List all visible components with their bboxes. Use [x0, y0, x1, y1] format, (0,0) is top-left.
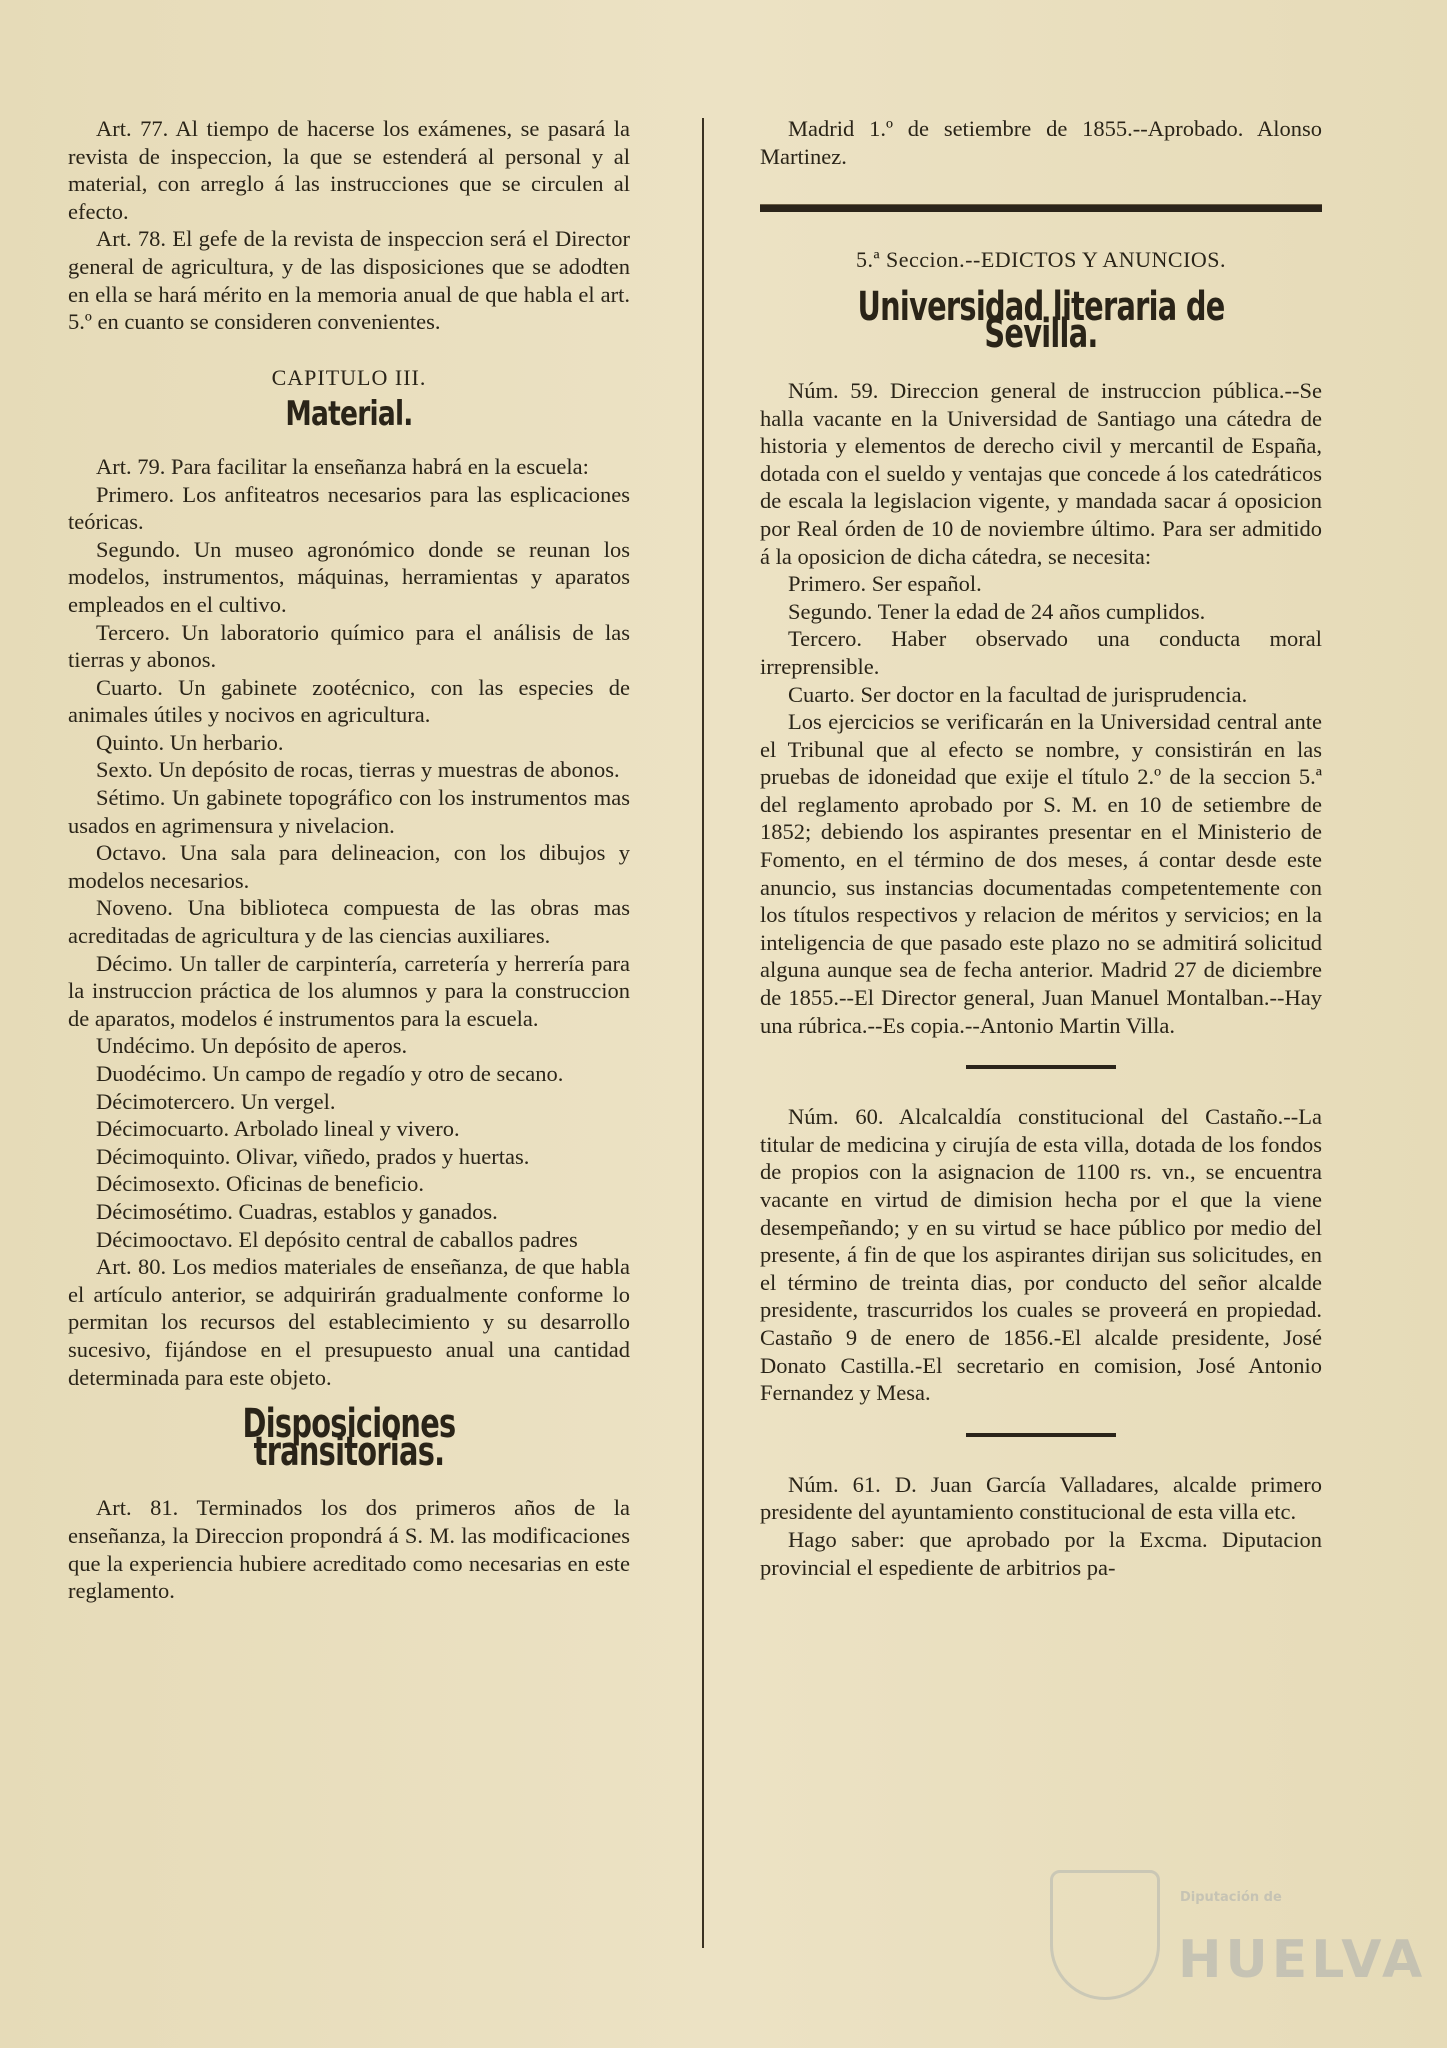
heading-transitorias: Disposiciones transitorias. [242, 1401, 456, 1475]
heading-material: Material. [285, 394, 413, 435]
article-79-items [68, 481, 630, 1254]
notice-59-intro: Núm. 59. Direccion general de instruccion pública.--Se halla vacante en la Universidad de Santiago una cátedra de historia y elementos de derecho civil y mercantil de España, dotada con el sueldo y ventajas que concede á los catedráticos de escala la legislacion vigente, y mandada sacar á oposicion por Real órden de 10 de noviembre último. Para ser admitido á la oposicion de dicha cátedra, se necesita: [760, 377, 1322, 569]
watermark-seal [1050, 1860, 1427, 2010]
article-81: Art. 81. Terminados los dos primeros años de la enseñanza, la Direccion propondrá á S. M. las modificaciones que la experiencia hubiere acreditado como necesarias en este reglamento. [68, 1495, 630, 1604]
list-item: Octavo. Una sala para delineacion, con los dibujos y modelos necesarios. [68, 840, 630, 893]
notice-59-body: Los ejercicios se verificarán en la Universidad central ante el Tribunal que al efecto se nombre, y consistirán en las pruebas de idoneidad que exije el título 2.º de la seccion 5.ª del reglamento aprobado por S. M. en 10 de setiembre de 1852; debiendo los aspirantes presentar en el Ministerio de Fomento, en el término de dos meses, á contar desde este anuncio, sus instancias documentadas competentemente con los títulos respectivos y relacion de méritos y servicios; en la inteligencia de que pasado este plazo no se admitirá solicitud alguna aunque sea de fecha anterior. Madrid 27 de diciembre de 1855.--El Director general, Juan Manuel Montalban.--Hay una rúbrica.--Es copia.--Antonio Martin Villa. [760, 709, 1322, 1038]
notice-60: Núm. 60. Alcalcaldía constitucional del Castaño.--La titular de medicina y cirujía de esta villa, dotada de los fondos de propios con la asignacion de 1100 rs. vn., se encuentra vacante en virtud de dimision hecha por el que la viene desempeñando; y en su virtud se hace público por medio del presente, á fin de que los aspirantes dirijan sus solicitudes, en el término de treinta dias, por conducto del señor alcalde presidente, trascurridos los cuales se proveerá en propiedad. Castaño 9 de enero de 1856.-El alcalde presidente, José Donato Castilla.-El secretario en comision, José Antonio Fernandez y Mesa. [760, 1104, 1322, 1406]
list-item: Cuarto. Ser doctor en la facultad de jurisprudencia. [788, 681, 1248, 707]
list-item: Segundo. Tener la edad de 24 años cumplidos. [788, 598, 1206, 624]
notice-61-body: Hago saber: que aprobado por la Excma. Diputacion provincial el espediente de arbitrios pa- [760, 1526, 1322, 1580]
madrid-approval: Madrid 1.º de setiembre de 1855.--Aprobado. Alonso Martinez. [760, 116, 1322, 169]
column-divider [702, 118, 704, 1948]
list-item: Sexto. Un depósito de rocas, tierras y muestras de abonos. [96, 757, 620, 783]
list-item: Noveno. Una biblioteca compuesta de las obras mas acreditadas de agricultura y de las ciencias auxiliares. [68, 895, 630, 949]
article-77: Art. 77. Al tiempo de hacerse los exámenes, se pasará la revista de inspeccion, la que se estenderá al personal y al material, con arreglo á las instrucciones que se circulen al efecto. [68, 116, 630, 224]
article-80: Art. 80. Los medios materiales de enseñanza, de que habla el artículo anterior, se adquirirán gradualmente conforme lo permitan los recursos del establecimiento y su desarrollo sucesivo, fijándose en el presupuesto anual una cantidad determinada para este objeto. [68, 1254, 630, 1390]
list-item: Décimooctavo. El depósito central de caballos padres [96, 1226, 578, 1252]
list-item: Tercero. Haber observado una conducta moral irreprensible. [760, 626, 1322, 679]
list-item: Primero. Ser español. [788, 571, 982, 597]
left-column [68, 115, 630, 1605]
list-item: Décimocuarto. Arbolado lineal y vivero. [96, 1116, 460, 1142]
list-item: Décimosétimo. Cuadras, establos y ganados. [96, 1198, 498, 1224]
list-item: Tercero. Un laboratorio químico para el análisis de las tierras y abonos. [68, 619, 630, 673]
list-item: Quinto. Un herbario. [96, 729, 284, 755]
list-item: Décimotercero. Un vergel. [96, 1088, 336, 1114]
section-rule [760, 204, 1322, 212]
list-item: Décimoquinto. Olivar, viñedo, prados y huertas. [96, 1143, 530, 1169]
list-item: Décimosexto. Oficinas de beneficio. [96, 1171, 425, 1197]
separator-rule [966, 1433, 1116, 1437]
seal-caption: Diputación de [1180, 1890, 1282, 1905]
section-title: 5.ª Seccion.--EDICTOS Y ANUNCIOS. [855, 247, 1227, 273]
article-78: Art. 78. El gefe de la revista de inspeccion será el Director general de agricultura, y de las disposiciones que se adodten en ella se hará mérito en la memoria anual de que habla el art. 5.º en cuanto se consideren convenientes. [68, 226, 630, 335]
list-item: Segundo. Un museo agronómico donde se reunan los modelos, instrumentos, máquinas, herramientas y aparatos empleados en el cultivo. [68, 536, 630, 617]
right-column [760, 115, 1322, 1581]
seal-name: HUELVA [1178, 1930, 1427, 1990]
list-item: Primero. Los anfiteatros necesarios para las esplicaciones teóricas. [68, 481, 630, 535]
seal-emblem-icon [1050, 1870, 1160, 2000]
list-item: Duodécimo. Un campo de regadío y otro de secano. [96, 1061, 564, 1086]
notice-61-intro: Núm. 61. D. Juan García Valladares, alcalde primero presidente del ayuntamiento constitucional de esta villa etc. [760, 1471, 1322, 1525]
list-item: Undécimo. Un depósito de aperos. [96, 1033, 408, 1059]
list-item: Décimo. Un taller de carpintería, carretería y herrería para la instruccion práctica de los alumnos y para la construccion de aparatos, modelos é instrumentos para la escuela. [68, 950, 630, 1031]
list-item: Sétimo. Un gabinete topográfico con los instrumentos mas usados en agrimensura y nivelacion. [68, 785, 630, 838]
heading-universidad: Universidad literaria de Sevilla. [857, 283, 1225, 358]
list-item: Cuarto. Un gabinete zootécnico, con las especies de animales útiles y nocivos en agricultura. [68, 674, 630, 728]
chapter-title: CAPITULO III. [271, 364, 427, 390]
separator-rule [966, 1065, 1116, 1069]
article-79: Art. 79. Para facilitar la enseñanza habrá en la escuela: [96, 453, 589, 479]
